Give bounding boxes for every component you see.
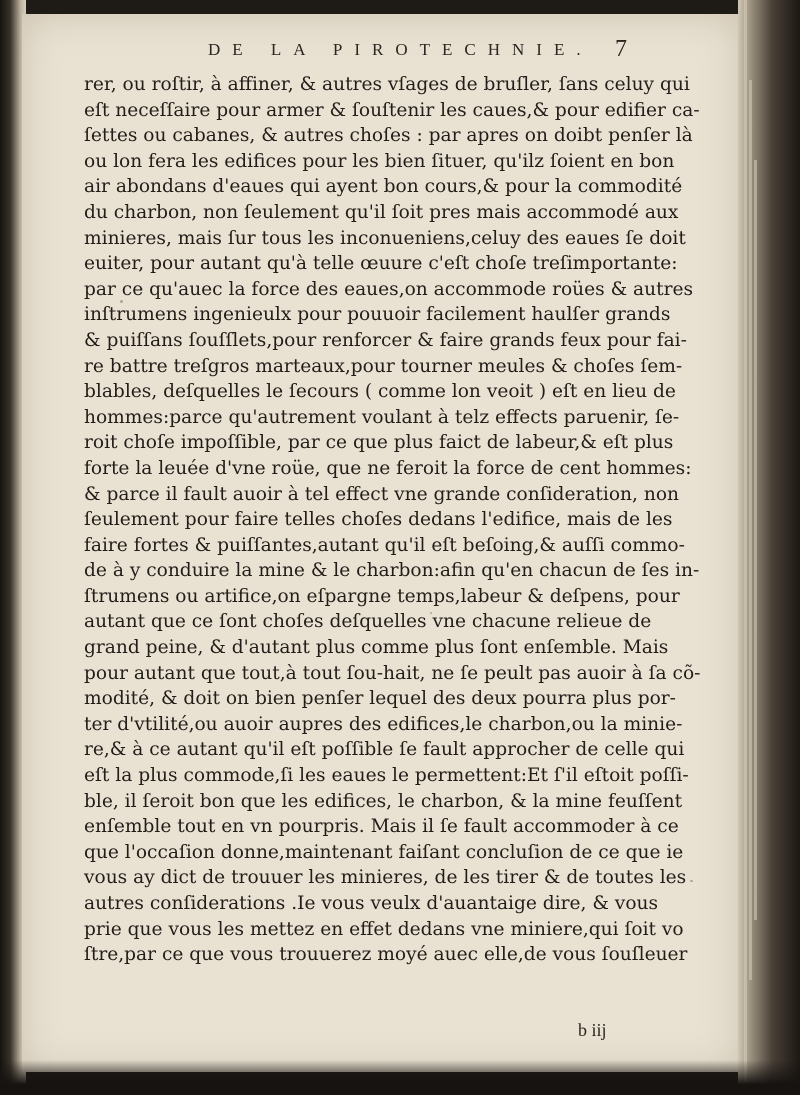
text-line: que l'occaſion donne,maintenant faiſant concluſion de ce que ie bbox=[84, 841, 684, 863]
page-leaf-edge bbox=[749, 80, 752, 980]
text-line: euiter, pour autant qu'à telle œuure c'eſt choſe treſimportante: bbox=[84, 253, 678, 275]
text-line: autres conſiderations .Ie vous veulx d'auantaige dire, & vous bbox=[84, 893, 659, 914]
text-line: re battre treſgros marteaux,pour tourner meules & choſes ſem- bbox=[84, 355, 683, 377]
text-line: inſtrumens ingenieulx pour pouuoir facilement haulſer grands bbox=[84, 304, 671, 326]
text-line: roit choſe impoſſible, par ce que plus faict de labeur,& eſt plus bbox=[84, 432, 674, 454]
text-line: vous ay dict de trouuer les minieres, de les tirer & de toutes les bbox=[84, 867, 687, 889]
text-line: minieres, mais ſur tous les inconueniens,celuy des eaues ſe doit bbox=[84, 227, 686, 249]
text-line: re,& à ce autant qu'il eſt poſſible ſe fault approcher de celle qui bbox=[84, 739, 685, 761]
text-line: eſt la plus commode,ſi les eaues le permettent:Et ſ'il eſtoit poſſi- bbox=[84, 765, 689, 787]
page-bottom-shadow bbox=[0, 1060, 800, 1095]
page-leaf-edge bbox=[744, 0, 747, 1095]
text-line: autant que ce ſont choſes deſquelles vne chacune relieue de bbox=[84, 611, 652, 633]
text-line: prie que vous les mettez en effet dedans vne miniere,qui ſoit vo bbox=[84, 918, 684, 940]
text-line: & puiſſans ſouſſlets,pour renforcer & faire grands feux pour fai- bbox=[84, 329, 687, 351]
text-line: ſtrumens ou artifice,on eſpargne temps,labeur & deſpens, pour bbox=[84, 585, 680, 607]
page-number: 7 bbox=[615, 36, 627, 62]
page-fore-edge bbox=[738, 0, 800, 1095]
text-line: ſeulement pour faire telles choſes dedans l'edifice, mais de les bbox=[84, 509, 673, 531]
text-line: du charbon, non ſeulement qu'il ſoit pres mais accommodé aux bbox=[84, 201, 679, 223]
text-line: & parce il fault auoir à tel effect vne grande conſideration, non bbox=[84, 483, 679, 505]
signature-mark: b iij bbox=[578, 1020, 607, 1040]
text-line: eſt neceſſaire pour armer & ſouſtenir les caues,& pour edifier ca- bbox=[84, 99, 700, 121]
body-text bbox=[84, 72, 701, 968]
text-line: forte la leuée d'vne roüe, que ne feroit la force de cent hommes: bbox=[84, 457, 692, 479]
text-line: grand peine, & d'autant plus comme plus ſont enſemble. Mais bbox=[84, 637, 669, 659]
text-line: modité, & doit on bien penſer lequel des deux pourra plus por- bbox=[84, 688, 676, 710]
text-line: ou lon fera les edifices pour les bien ſituer, qu'ilz ſoient en bon bbox=[84, 150, 675, 172]
text-line: ſtre,par ce que vous trouuerez moyé auec elle,de vous ſouſleuer bbox=[84, 944, 688, 966]
paper-speck bbox=[120, 300, 123, 303]
text-line: par ce qu'auec la force des eaues,on accommode roües & autres bbox=[84, 278, 694, 300]
text-line: pour autant que tout,à tout ſou-hait, ne ſe peult pas auoir à ſa cõ- bbox=[84, 662, 701, 684]
text-line: faire fortes & puiſſantes,autant qu'il eſt beſoing,& auſſi commo- bbox=[84, 534, 685, 556]
text-line: de à y conduire la mine & le charbon:afin qu'en chacun de ſes in- bbox=[84, 560, 700, 582]
text-line: hommes:parce qu'autrement voulant à telz effects paruenir, ſe- bbox=[84, 406, 680, 428]
paper-speck bbox=[690, 880, 693, 882]
text-line: enſemble tout en vn pourpris. Mais il ſe fault accommoder à ce bbox=[84, 816, 679, 838]
text-line: blables, deſquelles le ſecours ( comme lon veoit ) eſt en lieu de bbox=[84, 381, 676, 403]
text-line: air abondans d'eaues qui ayent bon cours,& pour la commodité bbox=[84, 176, 683, 198]
text-line: rer, ou roſtir, à affiner, & autres vſages de bruſler, ſans celuy qui bbox=[84, 74, 690, 95]
text-line: ſettes ou cabanes, & autres choſes : par apres on doibt penſer là bbox=[84, 125, 693, 147]
text-line: ter d'vtilité,ou auoir aupres des edifices,le charbon,ou la minie- bbox=[84, 713, 683, 735]
page-leaf-edge bbox=[754, 160, 757, 920]
running-head-title: DE LA PIROTECHNIE. bbox=[208, 40, 593, 59]
paper-speck bbox=[430, 612, 432, 614]
text-line: ble, il ſeroit bon que les edifices, le charbon, & la mine feuſſent bbox=[84, 790, 683, 812]
